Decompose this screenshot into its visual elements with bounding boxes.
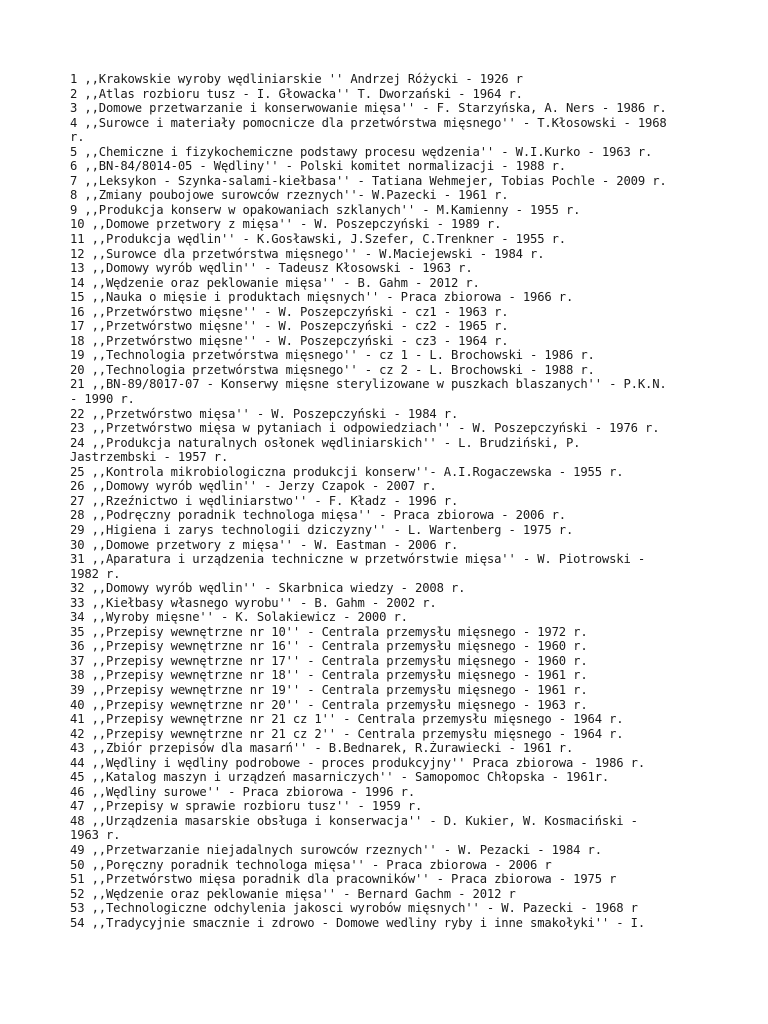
bibliography-line: 24 ,,Produkcja naturalnych osłonek wędliniarskich'' - L. Brudziński, P. — [70, 435, 581, 450]
bibliography-line: 13 ,,Domowy wyrób wędlin'' - Tadeusz Kłosowski - 1963 r. — [70, 261, 473, 276]
bibliography-line: 15 ,,Nauka o mięsie i produktach mięsnych'' - Praca zbiorowa - 1966 r. — [70, 290, 574, 305]
bibliography-line: 53 ,,Technologiczne odchylenia jakosci wyrobów mięsnych'' - W. Pazecki - 1968 r — [70, 901, 638, 916]
bibliography-line: 30 ,,Domowe przetwory z mięsa'' - W. Eastman - 2006 r. — [70, 537, 459, 552]
bibliography-line: 20 ,,Technologia przetwórstwa mięsnego'' - cz 2 - L. Brochowski - 1988 r. — [70, 362, 595, 377]
bibliography-line: 10 ,,Domowe przetwory z mięsa'' - W. Poszepczyński - 1989 r. — [70, 217, 502, 232]
bibliography-line: 22 ,,Przetwórstwo mięsa'' - W. Poszepczyński - 1984 r. — [70, 406, 459, 421]
bibliography-line: 9 ,,Produkcja konserw w opakowaniach szklanych'' - M.Kamienny - 1955 r. — [70, 202, 581, 217]
bibliography-line: 40 ,,Przepisy wewnętrzne nr 20'' - Centrala przemysłu mięsnego - 1963 r. — [70, 697, 588, 712]
bibliography-line: 39 ,,Przepisy wewnętrzne nr 19'' - Centrala przemysłu mięsnego - 1961 r. — [70, 682, 588, 697]
bibliography-line: 42 ,,Przepisy wewnętrzne nr 21 cz 2'' - Centrala przemysłu mięsnego - 1964 r. — [70, 726, 624, 741]
bibliography-line: 1 ,,Krakowskie wyroby wędliniarskie '' Andrzej Różycki - 1926 r — [70, 72, 523, 86]
bibliography-line: 8 ,,Zmiany poubojowe surowców rzeznych''- W.Pazecki - 1961 r. — [70, 188, 509, 203]
bibliography-line: 11 ,,Produkcja wędlin'' - K.Gosławski, J.Szefer, C.Trenkner - 1955 r. — [70, 232, 566, 247]
bibliography-line: 31 ,,Aparatura i urządzenia techniczne w przetwórstwie mięsa'' - W. Piotrowski - — [70, 552, 645, 567]
bibliography-line: 6 ,,BN-84/8014-05 - Wędliny'' - Polski komitet normalizacji - 1988 r. — [70, 159, 566, 174]
bibliography-line: 27 ,,Rzeźnictwo i wędliniarstwo'' - F. Kładz - 1996 r. — [70, 493, 459, 508]
bibliography-line: - 1990 r. — [70, 392, 135, 407]
bibliography-line: 52 ,,Wędzenie oraz peklowanie mięsa'' - Bernard Gachm - 2012 r — [70, 886, 516, 901]
bibliography-line: 49 ,,Przetwarzanie niejadalnych surowców rzeznych'' - W. Pezacki - 1984 r. — [70, 842, 602, 857]
bibliography-line: 29 ,,Higiena i zarys technologii dziczyzny'' - L. Wartenberg - 1975 r. — [70, 522, 574, 537]
bibliography-line: 28 ,,Podręczny poradnik technologa mięsa'' - Praca zbiorowa - 2006 r. — [70, 508, 566, 523]
bibliography-line: 21 ,,BN-89/8017-07 - Konserwy mięsne sterylizowane w puszkach blaszanych'' - P.K.N. — [70, 377, 667, 392]
bibliography-line: Jastrzembski - 1957 r. — [70, 450, 229, 465]
bibliography-line: 38 ,,Przepisy wewnętrzne nr 18'' - Centrala przemysłu mięsnego - 1961 r. — [70, 668, 588, 683]
bibliography-line: 50 ,,Poręczny poradnik technologa mięsa'' - Praca zbiorowa - 2006 r — [70, 857, 552, 872]
bibliography-line: 12 ,,Surowce dla przetwórstwa mięsnego'' - W.Maciejewski - 1984 r. — [70, 246, 545, 261]
bibliography-line: 47 ,,Przepisy w sprawie rozbioru tusz'' - 1959 r. — [70, 799, 423, 814]
bibliography-line: 18 ,,Przetwórstwo mięsne'' - W. Poszepczyński - cz3 - 1964 r. — [70, 333, 509, 348]
bibliography-line: 4 ,,Surowce i materiały pomocnicze dla przetwórstwa mięsnego'' - T.Kłosowski - 1968 — [70, 115, 667, 130]
bibliography-line: r. — [70, 130, 85, 145]
bibliography-line: 17 ,,Przetwórstwo mięsne'' - W. Poszepczyński - cz2 - 1965 r. — [70, 319, 509, 334]
bibliography-line: 36 ,,Przepisy wewnętrzne nr 16'' - Centrala przemysłu mięsnego - 1960 r. — [70, 639, 588, 654]
bibliography-line: 7 ,,Leksykon - Szynka-salami-kiełbasa'' - Tatiana Wehmejer, Tobias Pochle - 2009 r. — [70, 173, 667, 188]
bibliography-line: 23 ,,Przetwórstwo mięsa w pytaniach i odpowiedziach'' - W. Poszepczyński - 1976 r. — [70, 421, 660, 436]
bibliography-line: 1982 r. — [70, 566, 121, 581]
bibliography-line: 2 ,,Atlas rozbioru tusz - I. Głowacka'' T. Dworzański - 1964 r. — [70, 86, 523, 101]
document-body — [70, 72, 700, 930]
bibliography-line: 19 ,,Technologia przetwórstwa mięsnego'' - cz 1 - L. Brochowski - 1986 r. — [70, 348, 595, 363]
bibliography-line: 1963 r. — [70, 828, 121, 843]
bibliography-line: 3 ,,Domowe przetwarzanie i konserwowanie mięsa'' - F. Starzyńska, A. Ners - 1986 r. — [70, 101, 667, 116]
bibliography-line: 5 ,,Chemiczne i fizykochemiczne podstawy procesu wędzenia'' - W.I.Kurko - 1963 r. — [70, 144, 653, 159]
bibliography-line: 48 ,,Urządzenia masarskie obsługa i konserwacja'' - D. Kukier, W. Kosmaciński - — [70, 813, 638, 828]
bibliography-line: 54 ,,Tradycyjnie smacznie i zdrowo - Domowe wedliny ryby i inne smakołyki'' - I. — [70, 915, 645, 930]
bibliography-line: 33 ,,Kiełbasy własnego wyrobu'' - B. Gahm - 2002 r. — [70, 595, 437, 610]
bibliography-line: 46 ,,Wędliny surowe'' - Praca zbiorowa - 1996 r. — [70, 784, 415, 799]
bibliography-line: 35 ,,Przepisy wewnętrzne nr 10'' - Centrala przemysłu mięsnego - 1972 r. — [70, 624, 588, 639]
bibliography-line: 37 ,,Przepisy wewnętrzne nr 17'' - Centrala przemysłu mięsnego - 1960 r. — [70, 653, 588, 668]
bibliography-line: 16 ,,Przetwórstwo mięsne'' - W. Poszepczyński - cz1 - 1963 r. — [70, 304, 509, 319]
bibliography-line: 43 ,,Zbiór przepisów dla masarń'' - B.Bednarek, R.Żurawiecki - 1961 r. — [70, 741, 574, 756]
bibliography-line: 51 ,,Przetwórstwo mięsa poradnik dla pracowników'' - Praca zbiorowa - 1975 r — [70, 872, 617, 887]
bibliography-line: 34 ,,Wyroby mięsne'' - K. Solakiewicz - 2000 r. — [70, 610, 408, 625]
bibliography-line: 14 ,,Wędzenie oraz peklowanie mięsa'' - B. Gahm - 2012 r. — [70, 275, 480, 290]
bibliography-line: 25 ,,Kontrola mikrobiologiczna produkcji konserw''- A.I.Rogaczewska - 1955 r. — [70, 464, 624, 479]
bibliography-line: 26 ,,Domowy wyrób wędlin'' - Jerzy Czapok - 2007 r. — [70, 479, 437, 494]
bibliography-line: 41 ,,Przepisy wewnętrzne nr 21 cz 1'' - Centrala przemysłu mięsnego - 1964 r. — [70, 712, 624, 727]
bibliography-line: 32 ,,Domowy wyrób wędlin'' - Skarbnica wiedzy - 2008 r. — [70, 581, 466, 596]
bibliography-line: 45 ,,Katalog maszyn i urządzeń masarniczych'' - Samopomoc Chłopska - 1961r. — [70, 770, 610, 785]
bibliography-line: 44 ,,Wędliny i wędliny podrobowe - proces produkcyjny'' Praca zbiorowa - 1986 r. — [70, 755, 645, 770]
